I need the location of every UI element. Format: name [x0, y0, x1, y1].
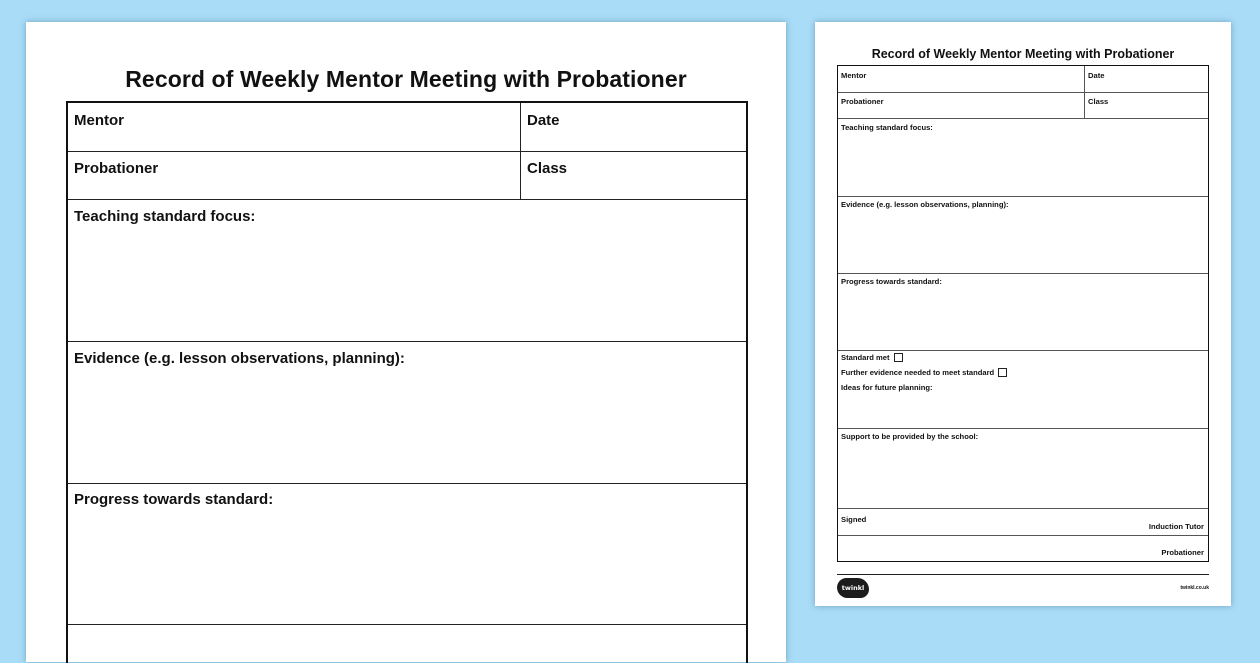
row-divider [838, 273, 1208, 274]
class-field[interactable]: Class [1088, 97, 1109, 106]
column-divider [520, 103, 521, 199]
row-divider [838, 350, 1208, 351]
row-divider [838, 535, 1208, 536]
progress-field[interactable]: Progress towards standard: [841, 277, 942, 286]
probationer-field[interactable]: Probationer [74, 160, 159, 177]
standard-met-checkbox[interactable] [894, 353, 903, 362]
signed-label: Signed [841, 515, 867, 524]
probationer-field[interactable]: Probationer [841, 97, 884, 106]
row-divider [68, 199, 746, 200]
twinkl-logo: twinkl [837, 578, 869, 598]
further-evidence-label: Further evidence needed to meet standard [841, 368, 995, 377]
date-field[interactable]: Date [1088, 71, 1105, 80]
ideas-field[interactable]: Ideas for future planning: [841, 383, 933, 392]
footer-url: twinkl.co.uk [1180, 585, 1209, 591]
date-field[interactable]: Date [527, 112, 560, 129]
small-form-page [815, 22, 1231, 606]
page-title: Record of Weekly Mentor Meeting with Probationer [125, 66, 687, 92]
row-divider [838, 196, 1208, 197]
row-divider [838, 118, 1208, 119]
induction-tutor-signature-field[interactable]: Induction Tutor [1148, 522, 1204, 531]
row-divider [838, 428, 1208, 429]
column-divider [1084, 66, 1085, 118]
form-table [66, 101, 748, 663]
standard-met-label: Standard met [841, 353, 890, 362]
teaching-standard-focus-field[interactable]: Teaching standard focus: [74, 208, 256, 225]
standard-met-row [841, 353, 903, 363]
row-divider [68, 341, 746, 342]
footer-divider [837, 574, 1209, 575]
support-field[interactable]: Support to be provided by the school: [841, 432, 979, 441]
probationer-signature-field[interactable]: Probationer [1161, 548, 1204, 557]
mentor-field[interactable]: Mentor [841, 71, 867, 80]
form-table [837, 65, 1209, 562]
row-divider [838, 508, 1208, 509]
evidence-field[interactable]: Evidence (e.g. lesson observations, planning): [74, 350, 405, 367]
progress-field[interactable]: Progress towards standard: [74, 491, 274, 508]
evidence-field[interactable]: Evidence (e.g. lesson observations, planning): [841, 200, 1009, 209]
row-divider [68, 151, 746, 152]
row-divider [838, 92, 1208, 93]
large-form-page [26, 22, 786, 662]
row-divider [68, 624, 746, 625]
mentor-field[interactable]: Mentor [74, 112, 124, 129]
teaching-standard-focus-field[interactable]: Teaching standard focus: [841, 123, 933, 132]
further-evidence-checkbox[interactable] [998, 368, 1007, 377]
class-field[interactable]: Class [527, 160, 568, 177]
page-title: Record of Weekly Mentor Meeting with Probationer [871, 47, 1175, 61]
row-divider [68, 483, 746, 484]
further-evidence-row [841, 368, 1007, 378]
